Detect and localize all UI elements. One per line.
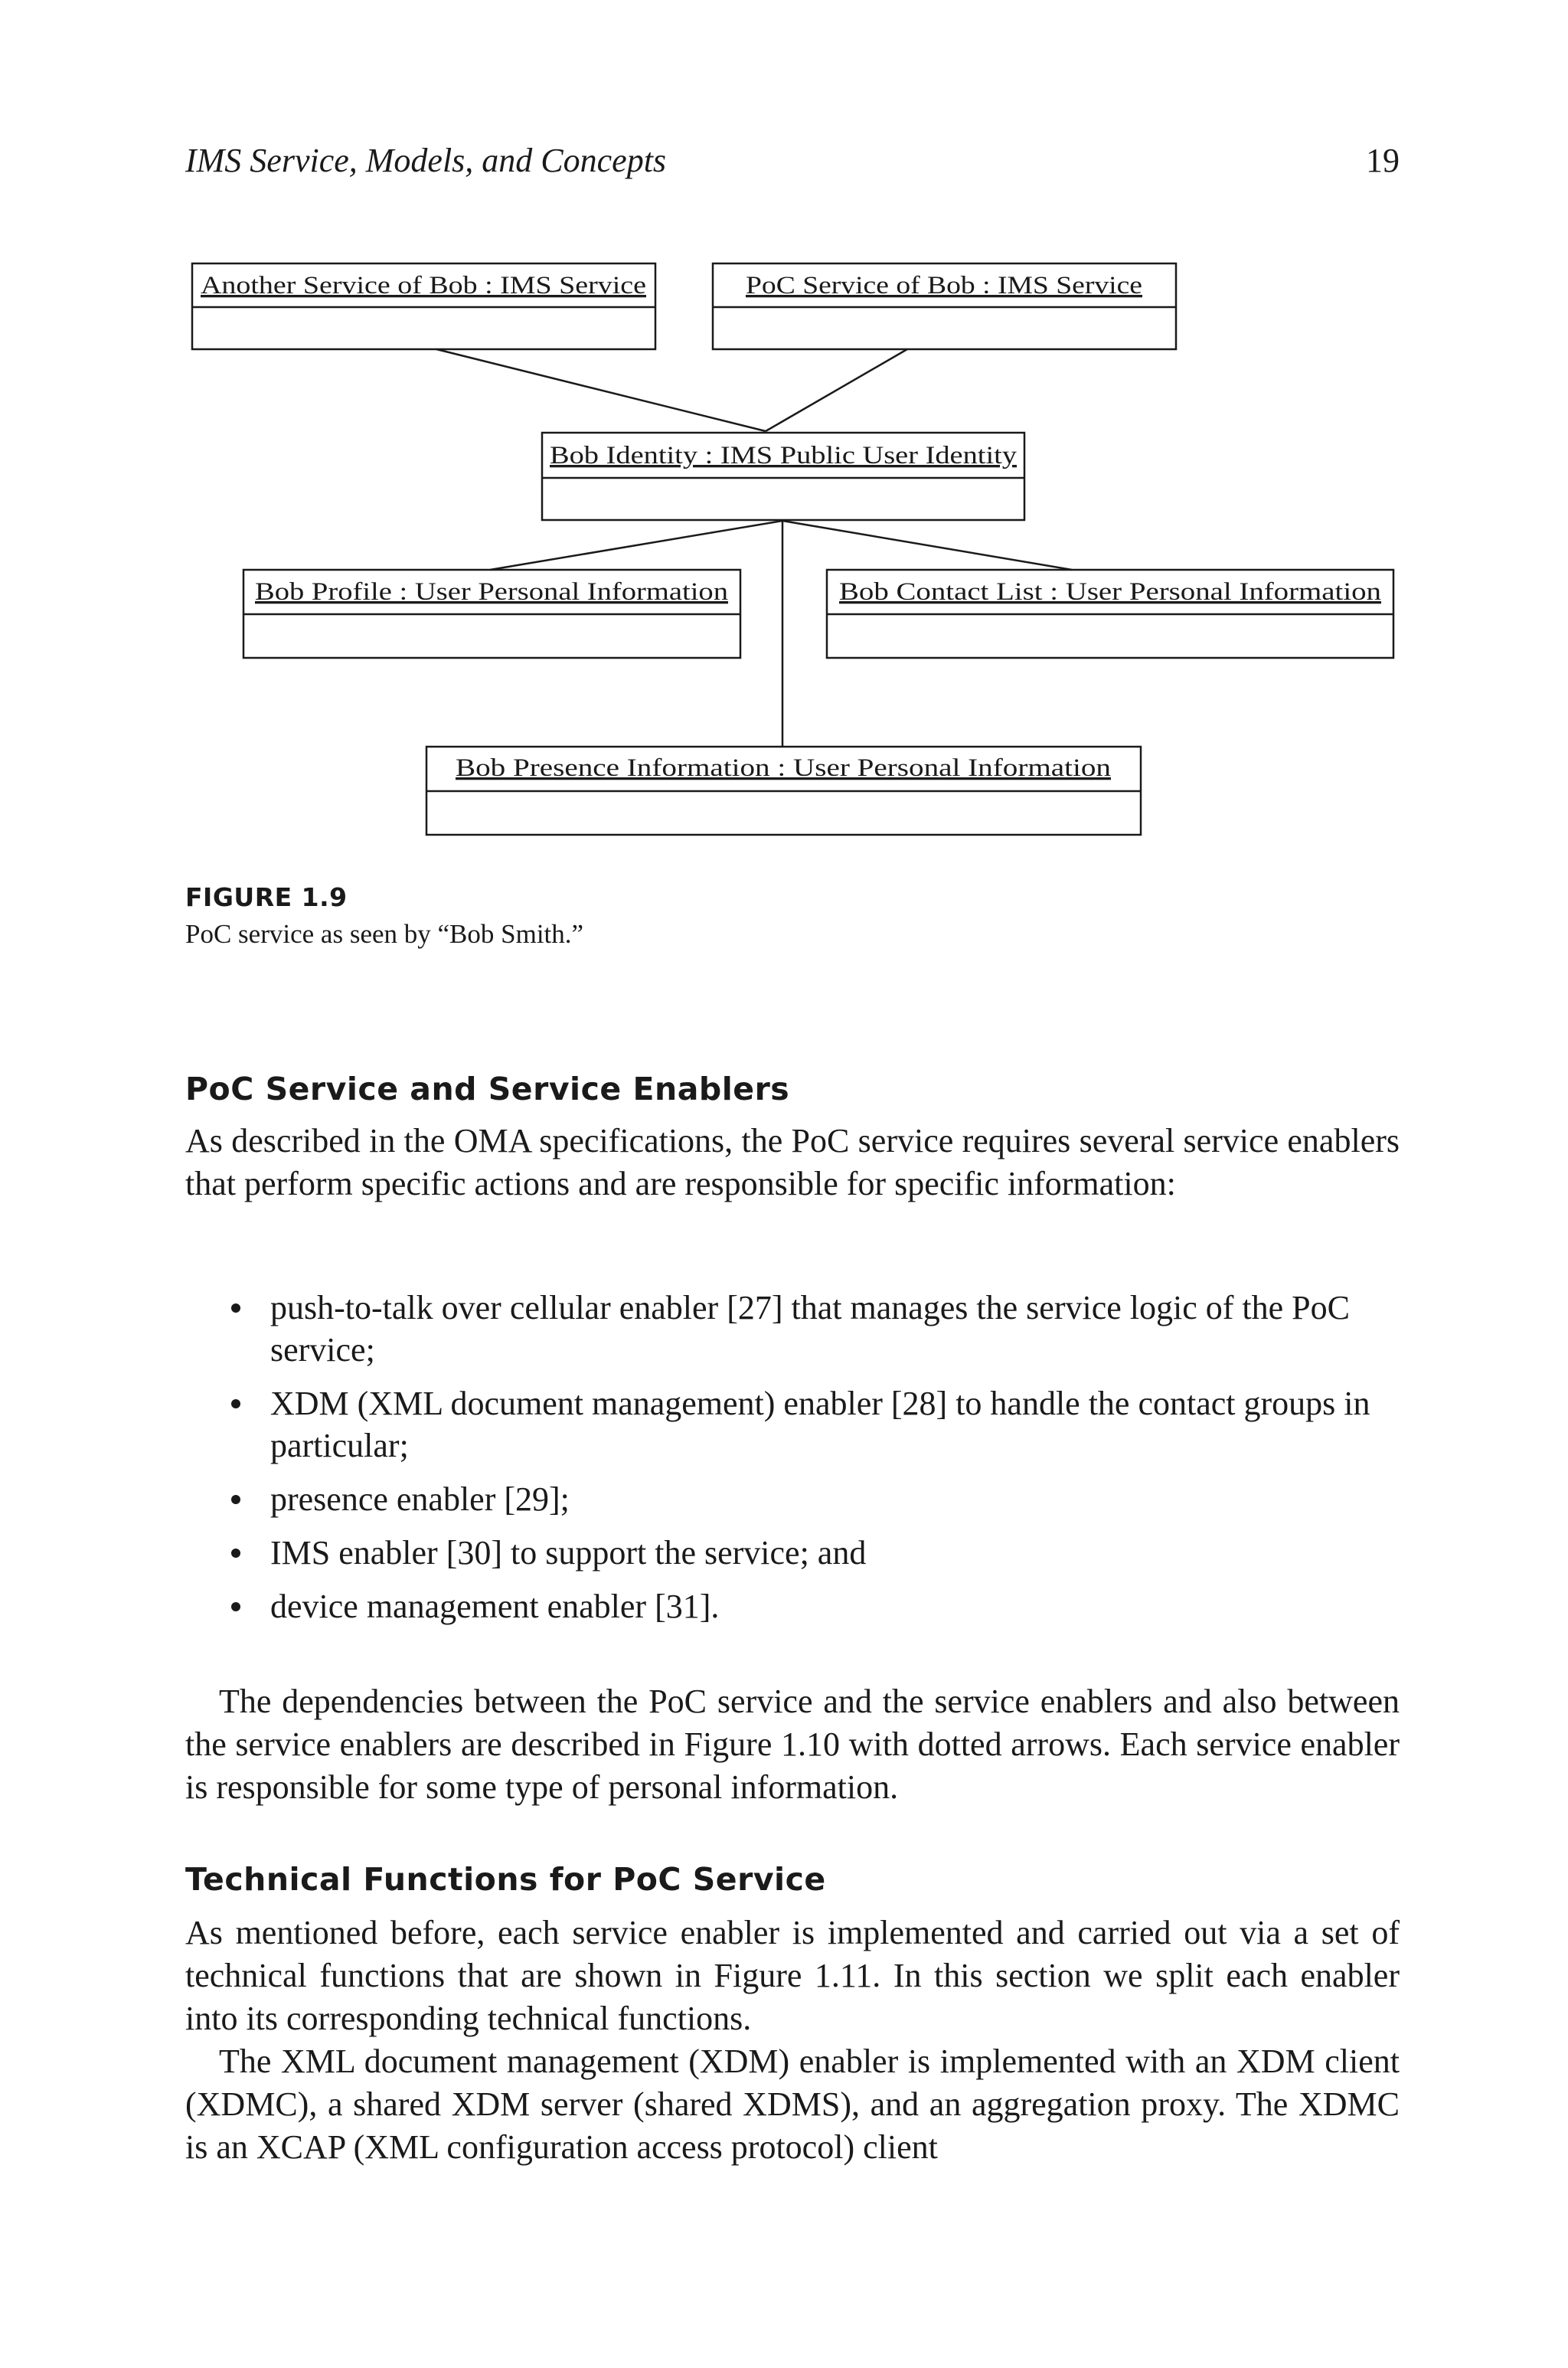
- section-heading-poc-enablers: PoC Service and Service Enablers: [185, 1071, 790, 1107]
- section1-closing-paragraph: The dependencies between the PoC service and the service enablers and also between the service enablers are described in Figure 1.10 with dotted arrows. Each service enabler is responsible for some type of personal information.: [185, 1683, 1400, 1806]
- uml-label-bob-identity: Bob Identity : IMS Public User Identity: [550, 442, 1018, 469]
- bullet-icon: [231, 1399, 240, 1408]
- page-number: 19: [1366, 142, 1400, 179]
- section1-intro-paragraph: As described in the OMA specifications, the PoC service requires several service enablers that perform specific actions and are responsible for specific information:: [185, 1122, 1400, 1202]
- list-item: [185, 1287, 1373, 1371]
- list-item-text: device management enabler [31].: [270, 1588, 720, 1625]
- uml-label-poc-service: PoC Service of Bob : IMS Service: [746, 272, 1142, 299]
- uml-label-bob-contact-list: Bob Contact List : User Personal Information: [839, 578, 1381, 606]
- list-item: [185, 1585, 1373, 1627]
- list-item-text: IMS enabler [30] to support the service; and: [270, 1534, 867, 1572]
- uml-diagram: [0, 0, 1568, 842]
- figure-number: FIGURE 1.9: [185, 882, 348, 912]
- figure-caption: [185, 879, 1400, 953]
- link-identity-contact-list: [782, 521, 1072, 570]
- uml-label-bob-profile: Bob Profile : User Personal Information: [255, 578, 728, 606]
- list-item-text: presence enabler [29];: [270, 1480, 570, 1518]
- section2-paragraph-1: As mentioned before, each service enabler is implemented and carried out via a set of technical functions that are shown in Figure 1.11. In this section we split each enabler into its corresponding technical functions.: [185, 1914, 1400, 2037]
- section-heading-technical-functions: Technical Functions for PoC Service: [185, 1861, 826, 1898]
- list-item: [185, 1382, 1373, 1467]
- uml-label-bob-presence: Bob Presence Information : User Personal Information: [456, 754, 1111, 782]
- running-title: IMS Service, Models, and Concepts: [185, 142, 667, 179]
- figure-caption-text: PoC service as seen by “Bob Smith.”: [185, 919, 584, 949]
- bullet-icon: [231, 1602, 240, 1611]
- list-item-text: XDM (XML document management) enabler [28] to handle the contact groups in particular;: [270, 1385, 1370, 1464]
- bullet-icon: [231, 1303, 240, 1313]
- link-poc-service-identity: [766, 349, 907, 431]
- list-item: [185, 1532, 1373, 1574]
- section2-paragraph-2: The XML document management (XDM) enabler is implemented with an XDM client (XDMC), a shared XDM server (shared XDMS), and an aggregation proxy. The XDMC is an XCAP (XML configuration access protocol) client: [185, 2043, 1400, 2166]
- bullet-icon: [231, 1495, 240, 1504]
- list-item-text: push-to-talk over cellular enabler [27] that manages the service logic of the PoC service;: [270, 1289, 1350, 1369]
- link-identity-profile: [490, 521, 782, 570]
- list-item: [185, 1478, 1373, 1520]
- enabler-list: [185, 1287, 1400, 1639]
- link-another-service-identity: [436, 349, 766, 431]
- uml-label-another-service: Another Service of Bob : IMS Service: [201, 272, 646, 299]
- bullet-icon: [231, 1549, 240, 1558]
- figure-1-9: [0, 0, 1568, 842]
